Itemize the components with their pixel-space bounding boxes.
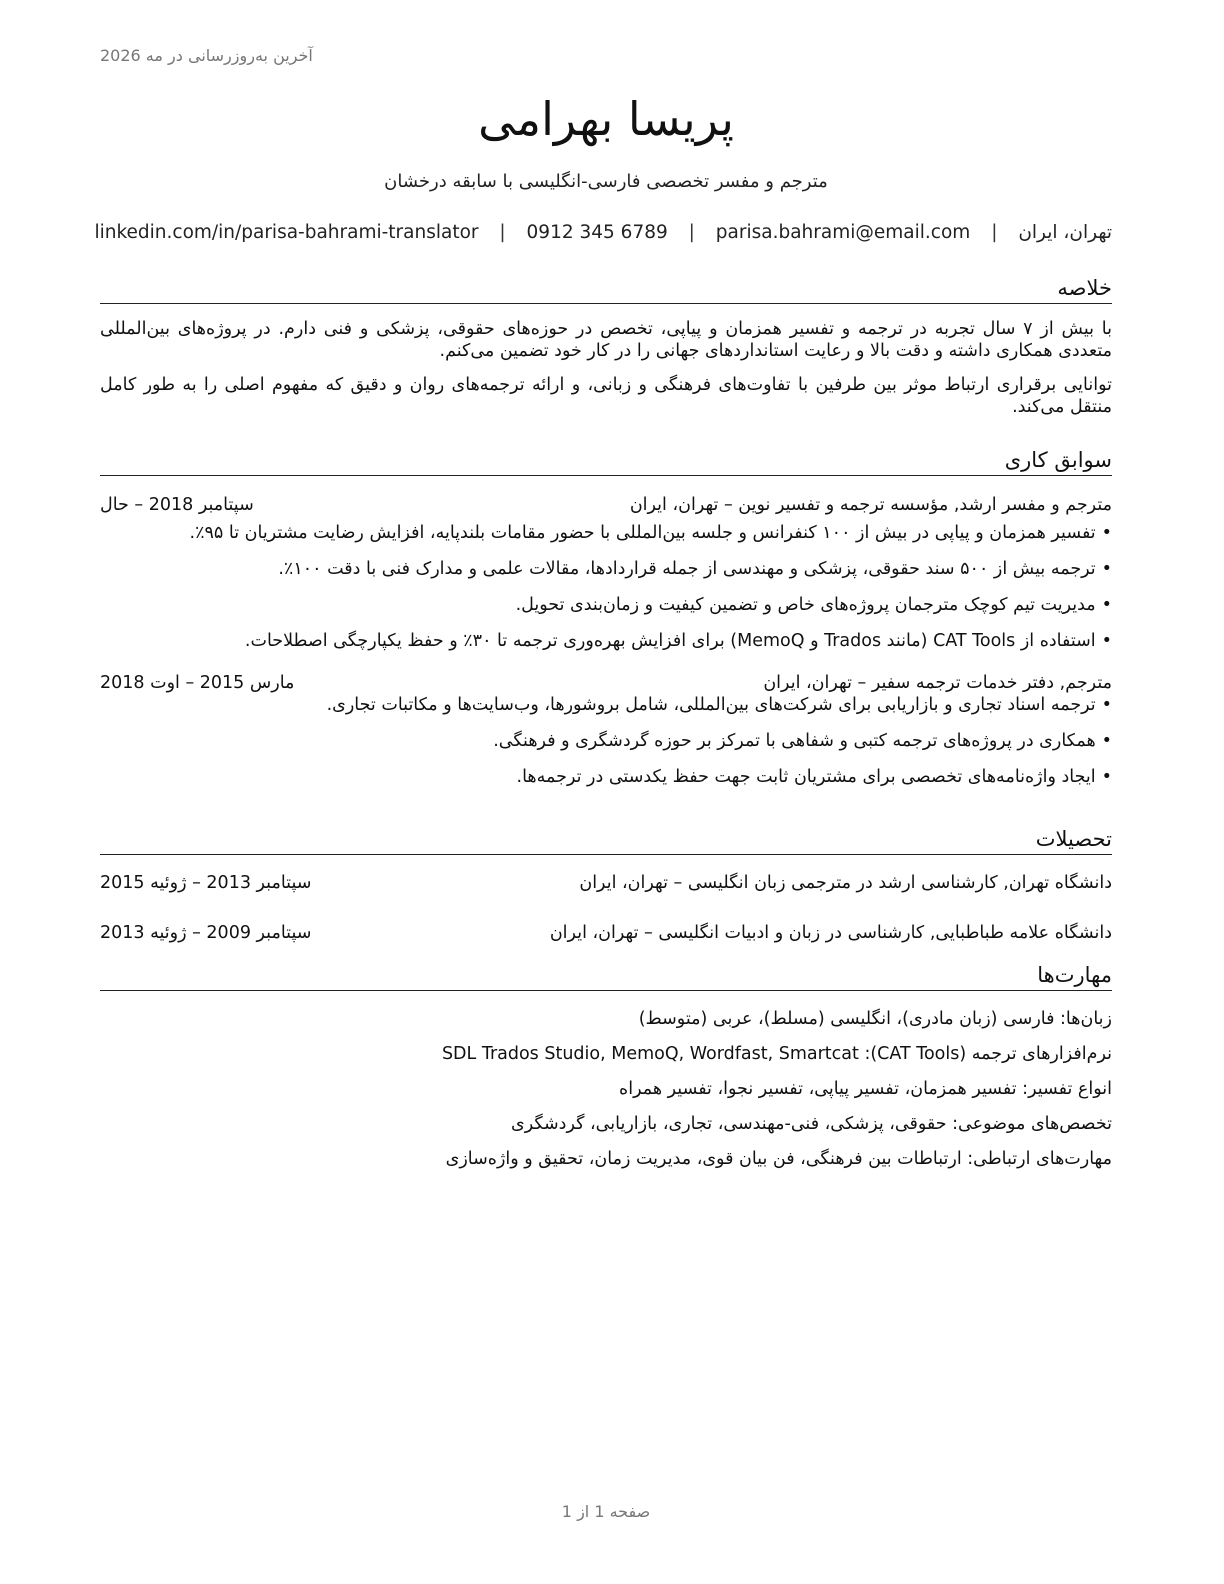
contact-location: تهران، ایران xyxy=(1018,222,1112,243)
job-header xyxy=(100,494,1112,516)
job-dates: سپتامبر 2018 – حال xyxy=(100,495,254,516)
job-entry xyxy=(100,494,1112,652)
contact-phone: 0912 345 6789 xyxy=(526,222,668,243)
skill-line: زبان‌ها: فارسی (زبان مادری)، انگلیسی (مسلط)، عربی (متوسط) xyxy=(638,1009,1112,1030)
job-dates: مارس 2015 – اوت 2018 xyxy=(100,673,295,694)
contact-email[interactable]: parisa.bahrami@email.com xyxy=(715,222,971,243)
experience-section xyxy=(100,448,1112,802)
last-updated: آخرین به‌روزرسانی در مه 2026 xyxy=(100,46,313,65)
contact-separator: | xyxy=(991,222,998,243)
education-dates: سپتامبر 2013 – ژوئیه 2015 xyxy=(100,873,312,894)
skills-section xyxy=(100,963,1112,1183)
job-bullets xyxy=(100,694,1112,788)
summary-paragraph: با بیش از ۷ سال تجربه در ترجمه و تفسیر همزمان و پیاپی، تخصص در حوزه‌های حقوقی، پزشکی و فنی دارم. در پروژه‌های بین‌المللی متعددی همکاری داشته و دقت بالا و رعایت استانداردهای جهانی را در کار خود تضمین می‌کنم. xyxy=(100,319,1112,362)
skill-line: تخصص‌های موضوعی: حقوقی، پزشکی، فنی-مهندسی، تجاری، بازاریابی، گردشگری xyxy=(511,1114,1112,1135)
skill-line: مهارت‌های ارتباطی: ارتباطات بین فرهنگی، فن بیان قوی، مدیریت زمان، تحقیق و واژه‌سازی xyxy=(445,1149,1112,1170)
education-section xyxy=(100,827,1112,944)
job-bullet: • ترجمه اسناد تجاری و بازاریابی برای شرکت‌های بین‌المللی، شامل بروشورها، وب‌سایت‌ها و مکاتبات تجاری. xyxy=(100,694,1112,716)
section-title-experience: سوابق کاری xyxy=(100,448,1112,476)
job-bullet: • ایجاد واژه‌نامه‌های تخصصی برای مشتریان ثابت جهت حفظ یکدستی در ترجمه‌ها. xyxy=(100,766,1112,788)
skill-line: نرم‌افزارهای ترجمه (CAT Tools): SDL Trados Studio, MemoQ, Wordfast, Smartcat xyxy=(441,1044,1112,1065)
skill-line: انواع تفسیر: تفسیر همزمان، تفسیر پیاپی، تفسیر نجوا، تفسیر همراه xyxy=(619,1079,1112,1100)
candidate-name: پریسا بهرامی xyxy=(478,92,734,146)
contact-separator: | xyxy=(499,222,506,243)
education-degree: دانشگاه تهران, کارشناسی ارشد در مترجمی زبان انگلیسی – تهران، ایران xyxy=(579,873,1112,894)
summary-paragraph: توانایی برقراری ارتباط موثر بین طرفین با تفاوت‌های فرهنگی و زبانی، و ارائه ترجمه‌های روان و دقیق که مفهوم اصلی را به طور کامل منتقل می‌کند. xyxy=(100,375,1112,418)
section-title-summary: خلاصه xyxy=(100,276,1112,304)
page-number: صفحه 1 از 1 xyxy=(561,1502,651,1521)
contact-separator: | xyxy=(688,222,695,243)
section-title-education: تحصیلات xyxy=(100,827,1112,855)
section-title-skills: مهارت‌ها xyxy=(100,963,1112,991)
skills-list xyxy=(100,1008,1112,1170)
education-item xyxy=(100,872,1112,894)
job-role: مترجم, دفتر خدمات ترجمه سفیر – تهران، ایران xyxy=(763,673,1112,694)
job-bullet: • همکاری در پروژه‌های ترجمه کتبی و شفاهی با تمرکز بر حوزه گردشگری و فرهنگی. xyxy=(100,730,1112,752)
education-degree: دانشگاه علامه طباطبایی, کارشناسی در زبان و ادبیات انگلیسی – تهران، ایران xyxy=(549,923,1112,944)
job-bullets xyxy=(100,522,1112,652)
contact-line xyxy=(94,222,1112,243)
job-entry xyxy=(100,672,1112,788)
job-header xyxy=(100,672,1112,694)
contact-linkedin[interactable]: linkedin.com/in/parisa-bahrami-translator xyxy=(94,222,479,243)
resume-page xyxy=(94,0,1112,1584)
summary-section xyxy=(100,276,1112,418)
candidate-tagline: مترجم و مفسر تخصصی فارسی-انگلیسی با سابقه درخشان xyxy=(384,171,828,192)
education-item xyxy=(100,922,1112,944)
job-bullet: • تفسیر همزمان و پیاپی در بیش از ۱۰۰ کنفرانس و جلسه بین‌المللی با حضور مقامات بلندپایه، افزایش رضایت مشتریان تا ۹۵٪. xyxy=(100,522,1112,544)
job-bullet: • ترجمه بیش از ۵۰۰ سند حقوقی، پزشکی و مهندسی از جمله قراردادها، مقالات علمی و مدارک فنی با دقت ۱۰۰٪. xyxy=(100,558,1112,580)
education-dates: سپتامبر 2009 – ژوئیه 2013 xyxy=(100,923,312,944)
job-bullet: • مدیریت تیم کوچک مترجمان پروژه‌های خاص و تضمین کیفیت و زمان‌بندی تحویل. xyxy=(100,594,1112,616)
job-bullet: • استفاده از CAT Tools (مانند Trados و MemoQ) برای افزایش بهره‌وری ترجمه تا ۳۰٪ و حفظ یکپارچگی اصطلاحات. xyxy=(100,630,1112,652)
job-role: مترجم و مفسر ارشد, مؤسسه ترجمه و تفسیر نوین – تهران، ایران xyxy=(629,495,1112,516)
